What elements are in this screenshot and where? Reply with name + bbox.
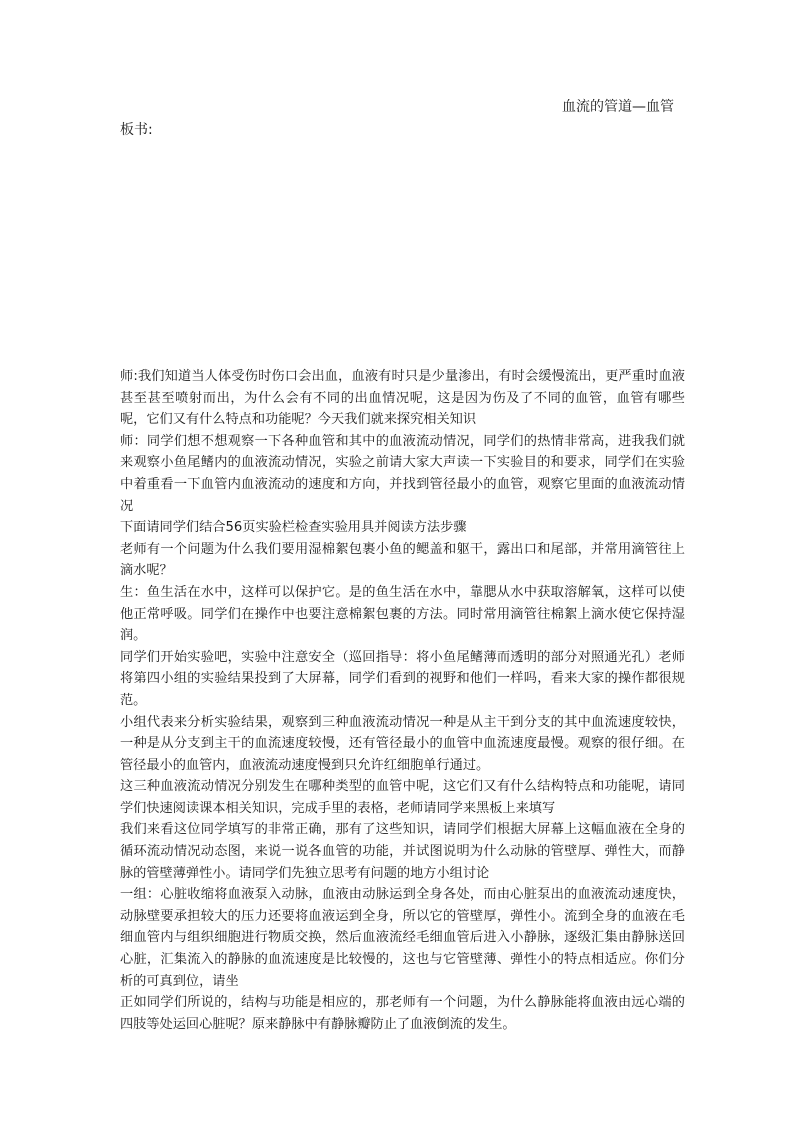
paragraph: 小组代表来分析实验结果，观察到三种血液流动情况一种是从主干到分支的其中血流速度较快，一种是从分支到主干的血流速度较慢，还有管径最小的血管中血流速度最慢。观察的很仔细。在管径最小的血管内，血液流动速度慢到只允许红细胞单行通过。: [120, 714, 685, 773]
blackboard-label: 板书:: [120, 122, 153, 138]
lesson-body: [120, 366, 685, 1035]
document-title: 血流的管道—血管: [562, 99, 674, 115]
paragraph: 下面请同学们结合56页实验栏检查实验用具并阅读方法步骤: [120, 520, 467, 536]
paragraph: 生：鱼生活在水中，这样可以保护它。是的鱼生活在水中，靠腮从水中获取溶解氧，这样可以使他正常呼吸。同学们在操作中也要注意棉絮包裹的方法。同时常用滴管往棉絮上滴水使它保持湿润。: [120, 584, 685, 644]
paragraph: 这三种血液流动情况分别发生在哪种类型的血管中呢，这它们又有什么结构特点和功能呢，请同学们快速阅读课本相关知识，完成手里的表格，老师请同学来黑板上来填写: [120, 779, 685, 816]
paragraph: 一组：心脏收缩将血液泵入动脉，血液由动脉运到全身各处，而由心脏泵出的血液流动速度快，动脉壁要承担较大的压力还要将血液运到全身，所以它的管壁厚，弹性小。流到全身的血液在毛细血管内与组织细胞进行物质交换，然后血液流经毛细血管后进入小静脉，逐级汇集由静脉送回心脏，汇集流入的静脉的血流速度是比较慢的，这也与它管壁薄、弹性小的特点相适应。你们分析的可真到位，请坐: [120, 887, 685, 989]
paragraph: 师:我们知道当人体受伤时伤口会出血，血液有时只是少量渗出，有时会缓慢流出，更严重时血液甚至甚至喷射而出，为什么会有不同的出血情况呢，这是因为伤及了不同的血管，血管有哪些呢，它们又有什么特点和功能呢？今天我们就来探究相关知识: [120, 369, 685, 428]
paragraph: 同学们开始实验吧，实验中注意安全（巡回指导：将小鱼尾鳍薄而透明的部分对照通光孔）老师将第四小组的实验结果投到了大屏幕，同学们看到的视野和他们一样吗，看来大家的操作都很规范。: [120, 649, 685, 708]
paragraph: 师：同学们想不想观察一下各种血管和其中的血液流动情况，同学们的热情非常高，进我我们就来观察小鱼尾鳍内的血液流动情况，实验之前请大家大声读一下实验目的和要求，同学们在实验中着重看一下血管内血液流动的速度和方向，并找到管径最小的血管，观察它里面的血液流动情况: [120, 433, 685, 514]
paragraph: 老师有一个问题为什么我们要用湿棉絮包裹小鱼的鳃盖和躯干，露出口和尾部，并常用滴管往上滴水呢？: [120, 541, 685, 579]
paragraph: 正如同学们所说的，结构与功能是相应的，那老师有一个问题，为什么静脉能将血液由远心端的四肢等处运回心脏呢？原来静脉中有静脉瓣防止了血液倒流的发生。: [120, 995, 685, 1032]
paragraph: 我们来看这位同学填写的非常正确，那有了这些知识，请同学们根据大屏幕上这幅血液在全身的循环流动情况动态图，来说一说各血管的功能，并试图说明为什么动脉的管壁厚、弹性大，而静脉的管壁薄弹性小。请同学们先独立思考有问题的地方小组讨论: [120, 822, 685, 881]
